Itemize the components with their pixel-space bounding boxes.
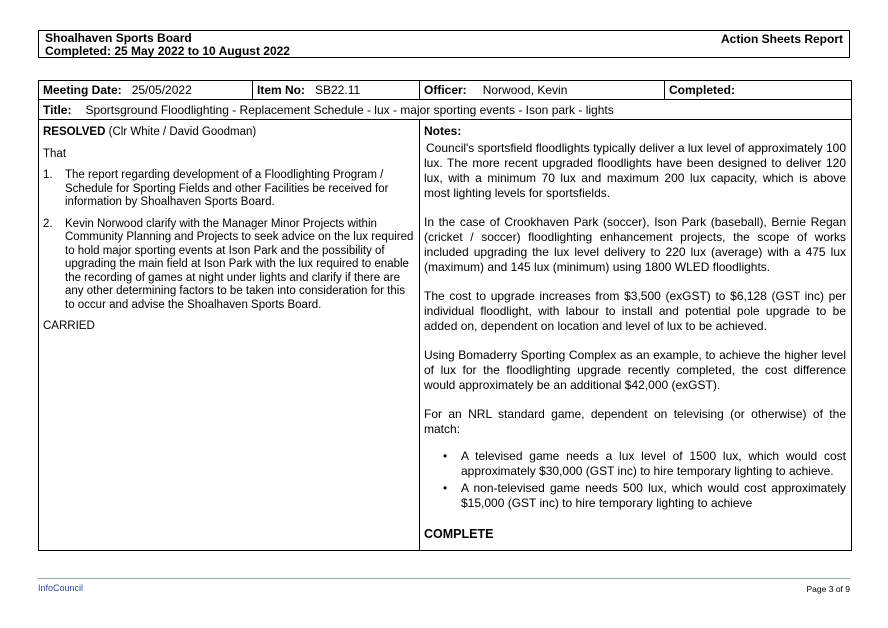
item-no-label: Item No: bbox=[257, 83, 305, 97]
officer-label: Officer: bbox=[424, 83, 467, 97]
completed-label: Completed: bbox=[669, 83, 735, 97]
notes-paragraph: The cost to upgrade increases from $3,500 (exGST) to $6,128 (GST inc) per individual floodlight, with labour to install and potential pole upgrade to be added on, dependent on location and level of lux to be achieved. bbox=[424, 289, 846, 333]
resolution-item bbox=[43, 218, 415, 313]
title-label: Title: bbox=[43, 103, 72, 117]
status-complete: COMPLETE bbox=[424, 527, 494, 541]
notes-paragraph: For an NRL standard game, dependent on televising (or otherwise) of the match: bbox=[424, 407, 846, 436]
meeting-date-cell bbox=[39, 81, 253, 99]
resolution-item bbox=[43, 169, 415, 210]
bullet-text: A televised game needs a lux level of 1500 lux, which would cost approximately $30,000 (GST inc) to hire temporary lighting to achieve. bbox=[461, 449, 846, 478]
officer-cell bbox=[420, 81, 665, 99]
meeting-date-value: 25/05/2022 bbox=[131, 83, 192, 97]
notes-bullet-list bbox=[424, 449, 846, 511]
bullet-item bbox=[424, 449, 846, 479]
title-value: Sportsground Floodlighting - Replacement Schedule - lux - major sporting events - Ison park - lights bbox=[85, 103, 614, 117]
organisation-name: Shoalhaven Sports Board bbox=[45, 31, 192, 45]
bullet-icon: • bbox=[443, 449, 448, 463]
resolved-line bbox=[43, 126, 415, 140]
item-text: The report regarding development of a Floodlighting Program / Schedule for Sporting Fields and other Facilities be received for information by Shoalhaven Sports Board. bbox=[65, 169, 389, 208]
notes-label: Notes: bbox=[424, 124, 462, 138]
notes-paragraph: In the case of Crookhaven Park (soccer), Ison Park (baseball), Bernie Regan (cricket / soccer) floodlighting enhancement projects, the scope of works included upgrading the lux level delivery to 220 lux (average) with a 475 lux (maximum) and 145 lux (minimum) using 1800 WLED floodlights. bbox=[424, 215, 846, 274]
notes-paragraph: Using Bomaderry Sporting Complex as an example, to achieve the higher level of lux for the floodlighting upgrade recently completed, the cost difference would approximately be an additional $42,000 (exGST). bbox=[424, 348, 846, 392]
item-number: 1. bbox=[43, 169, 53, 181]
resolution-column bbox=[39, 120, 420, 550]
notes-column bbox=[420, 120, 851, 550]
action-sheet-table bbox=[38, 80, 852, 551]
report-period: Completed: 25 May 2022 to 10 August 2022 bbox=[45, 44, 290, 58]
report-header bbox=[38, 30, 850, 58]
footer-divider bbox=[38, 578, 850, 579]
item-no-value: SB22.11 bbox=[315, 83, 361, 97]
completed-cell bbox=[665, 81, 851, 99]
title-row bbox=[39, 100, 851, 120]
item-no-cell bbox=[253, 81, 420, 99]
meeting-date-label: Meeting Date: bbox=[43, 83, 122, 97]
footer-brand: InfoCouncil bbox=[38, 583, 84, 593]
bullet-item bbox=[424, 481, 846, 511]
bullet-icon: • bbox=[443, 481, 448, 495]
item-text: Kevin Norwood clarify with the Manager Minor Projects within Community Planning and Projects to seek advice on the lux required to hold major sporting events at Ison Park and the possibility of upgrading the main field at Ison Park with the lux required to enable the recording of games at night under lights and clarify if there are any other determining factors to be taken into consideration for this to occur and advise the Shoalhaven Sports Board. bbox=[65, 217, 414, 311]
notes-paragraph: Council's sportsfield floodlights typically deliver a lux level of approximately 100 lux. The more recent upgraded floodlights have been designed to deliver 120 lux, with a minimum 70 lux and maximum 200 lux capacity, which is above most lighting levels for sportsfields. bbox=[424, 141, 846, 200]
bullet-text: A non-televised game needs 500 lux, which would cost approximately $15,000 (GST inc) to hire temporary lighting to achieve bbox=[461, 481, 846, 510]
meta-row bbox=[39, 81, 851, 100]
outcome: CARRIED bbox=[43, 320, 95, 332]
item-number: 2. bbox=[43, 217, 53, 230]
report-type: Action Sheets Report bbox=[720, 32, 843, 46]
resolved-label: RESOLVED bbox=[43, 126, 106, 138]
officer-value: Norwood, Kevin bbox=[482, 83, 568, 97]
page-number: Page 3 of 9 bbox=[806, 584, 850, 594]
movers: (Clr White / David Goodman) bbox=[108, 126, 257, 138]
that-line: That bbox=[43, 147, 67, 160]
